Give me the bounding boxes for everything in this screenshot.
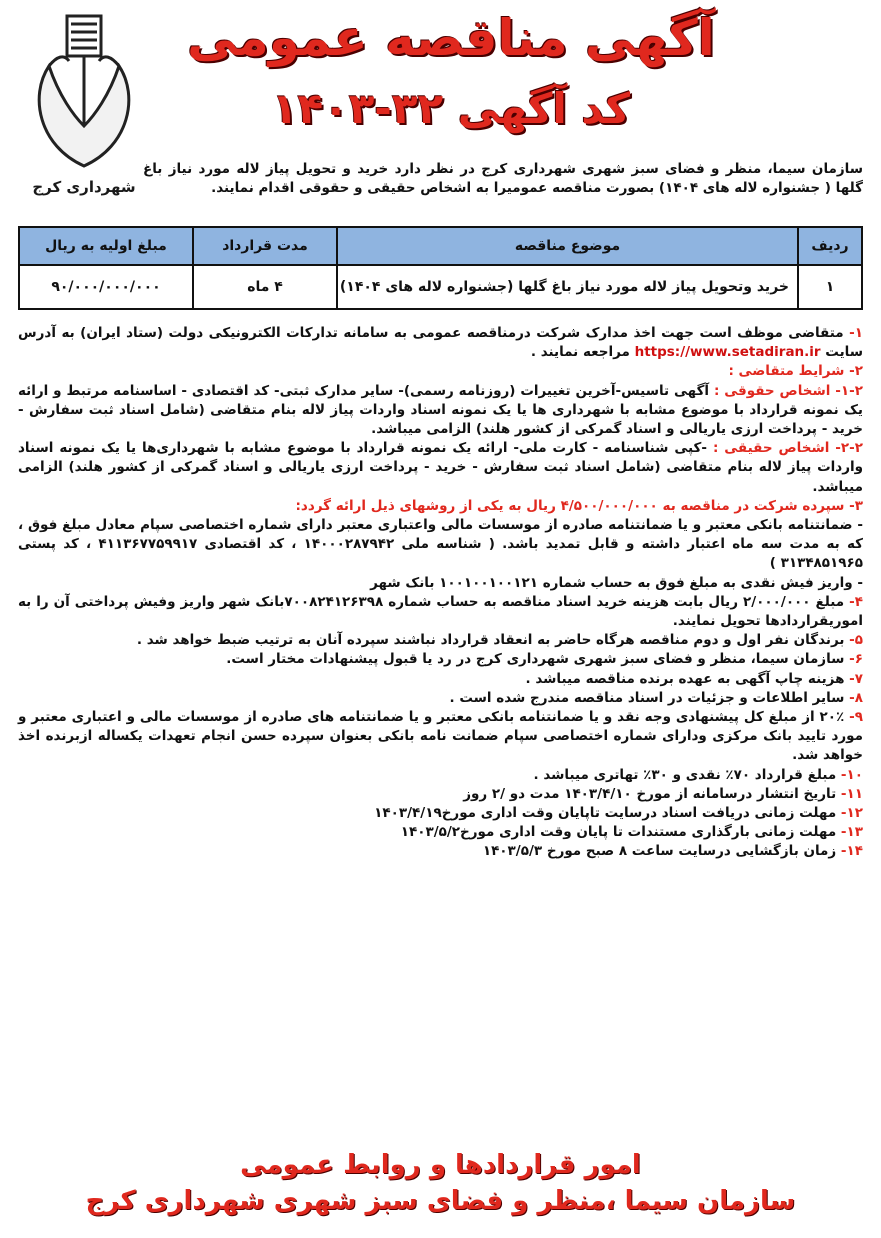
item-3-deposit: - واریز فیش نقدی به مبلغ فوق به حساب شماره ۱۰۰۱۰۰۱۰۰۱۲۱ بانک شهر xyxy=(370,574,863,591)
item-4: ۴- مبلغ ۲/۰۰۰/۰۰۰ ریال بابت هزینه خرید اسناد مناقصه به حساب شماره ۷۰۰۸۲۴۱۲۶۳۹۸بانک شهر واریز وفیش پرداختی آن را به اموریقراردادها تحویل نمایند. xyxy=(18,593,863,630)
item-2-2: ۲-۲- اشخاص حقیقی : -کپی شناسنامه - کارت ملی- ارائه یک نمونه قرارداد با موضوع مشابه با شهرداری‌ها یا یک نمونه اسناد واردات پیاز لاله بنام متقاضی (شامل اسناد ثبت سفارش - خرید - پرداخت ارزی یاریالی و اسناد گمرکی از کشور هلند) الزامی میباشد. xyxy=(18,440,864,495)
item-7: ۷- هزینه چاپ آگهی به عهده برنده مناقصه میباشد . xyxy=(525,670,863,687)
item-10: ۱۰- مبلغ قرارداد ۷۰٪ نقدی و ۳۰٪ تهاتری میباشد . xyxy=(533,766,863,783)
notice-code: کد آگهی ۳۲-۱۴۰۳ xyxy=(271,84,631,133)
item-3-heading: ۳- سپرده شرکت در مناقصه به ۴/۵۰۰/۰۰۰/۰۰۰ ریال به یکی از روشهای ذیل ارائه گردد: xyxy=(295,497,863,514)
intro-paragraph: سازمان سیما، منظر و فضای سبز شهری شهرداری کرج در نظر دارد خرید و تحویل پیاز لاله مورد نیاز باغ گلها ( جشنواره لاله های ۱۴۰۴) بصورت مناقصه عمومیرا به اشخاص حقیقی و حقوقی اقدام نمایند. xyxy=(143,161,863,196)
item-2-heading: ۲- شرایط متقاضی : xyxy=(728,363,863,380)
setadiran-link[interactable]: https://www.setadiran.ir xyxy=(634,344,821,361)
item-3-guarantee: - ضمانتنامه بانکی معتبر و یا ضمانتنامه صادره از موسسات مالی واعتباری معتبر دارای شماره اختصاصی سپام معادل مبلغ فوق ، که به مدت سه ماه اعتبار داشته و قابل تمدید باشد. ( شناسه ملی ۱۴۰۰۰۲۸۷۹۴۲ ، کد اقتصادی ۴۱۱۳۶۷۷۵۹۹۱۷ ، کد پستی ۳۱۳۴۸۵۱۹۶۵ ) xyxy=(18,517,864,572)
tulip-emblem-icon xyxy=(19,6,149,176)
cell-row-number: ۱ xyxy=(798,265,862,309)
item-1: ۱- متقاضی موظف است جهت اخذ مدارک شرکت درمناقصه عمومی به سامانه تدارکات الکترونیکی دولت (ستاد ایران) به آدرس سایت https://www.setadiran.ir مراجعه نمایند . xyxy=(18,325,864,361)
table-row xyxy=(19,265,862,309)
footer-department: امور قراردادها و روابط عمومی xyxy=(240,1150,641,1180)
col-initial-amount: مبلغ اولیه به ریال xyxy=(19,227,193,265)
cell-duration: ۴ ماه xyxy=(193,265,337,309)
item-13: ۱۳- مهلت زمانی بارگذاری مستندات تا پایان وقت اداری مورخ۱۴۰۳/۵/۲ xyxy=(400,824,863,841)
item-2-1: ۱-۲- اشخاص حقوقی : آگهی تاسیس-آخرین تغییرات (روزنامه رسمی)- سایر مدارک ثبتی- کد اقتصادی - اساسنامه مرتبط و ارائه یک نمونه قرارداد با موضوع مشابه با شهرداری ها یا یک نمونه اسناد واردات پیاز لاله بنام متقاضی (شامل اسناد ثبت سفارش - خرید - پرداخت ارزی یاریالی و اسناد گمرکی از کشور هلند) الزامی میباشد. xyxy=(18,382,863,438)
cell-subject: خرید وتحویل پیاز لاله مورد نیاز باغ گلها (جشنواره لاله های ۱۴۰۴) xyxy=(337,265,798,309)
item-8: ۸- سایر اطلاعات و جزئیات در اسناد مناقصه مندرج شده است . xyxy=(449,689,863,706)
item-9: ۹- ۲۰٪ از مبلغ کل پیشنهادی وجه نقد و یا ضمانتنامه بانکی معتبر و یا ضمانتنامه های صادره از موسسات مالی و اعتباری معتبر و مورد تایید بانک مرکزی ودارای شماره اختصاصی سپام ضمانت نامه بانکی بعنوان سپرده حسن انجام تعهدات یکساله ازبرنده اخذ خواهد شد. xyxy=(18,709,863,764)
table-header-row xyxy=(19,227,862,265)
notice-title: آگهی مناقصه عمومی xyxy=(187,9,715,67)
item-14: ۱۴- زمان بازگشایی درسایت ساعت ۸ صبح مورخ ۱۴۰۳/۵/۳ xyxy=(482,843,863,860)
col-subject: موضوع مناقصه xyxy=(337,227,798,265)
karaj-municipality-logo xyxy=(14,6,154,206)
tender-table xyxy=(18,226,863,310)
item-11: ۱۱- تاریخ انتشار درسامانه از مورخ ۱۴۰۳/۴/۱۰ مدت دو /۲ روز xyxy=(463,785,863,802)
footer-organization: سازمان سیما ،منظر و فضای سبز شهری شهرداری کرج xyxy=(85,1186,796,1216)
col-row-number: ردیف xyxy=(798,227,862,265)
logo-caption: شهرداری کرج xyxy=(32,178,136,196)
item-5: ۵- برندگان نفر اول و دوم مناقصه هرگاه حاضر به انعقاد قرارداد نباشند سپرده آنان به ترتیب ضبط خواهد شد . xyxy=(136,632,863,649)
cell-initial-amount: ۹۰/۰۰۰/۰۰۰/۰۰۰ xyxy=(19,265,193,309)
item-12: ۱۲- مهلت زمانی دریافت اسناد درسایت تاپایان وقت اداری مورخ۱۴۰۳/۴/۱۹ xyxy=(374,805,863,822)
col-duration: مدت قرارداد xyxy=(193,227,337,265)
item-6: ۶- سازمان سیما، منظر و فضای سبز شهری شهرداری کرج در رد یا قبول پیشنهادات مختار است. xyxy=(226,651,863,668)
notice-body xyxy=(18,324,863,862)
